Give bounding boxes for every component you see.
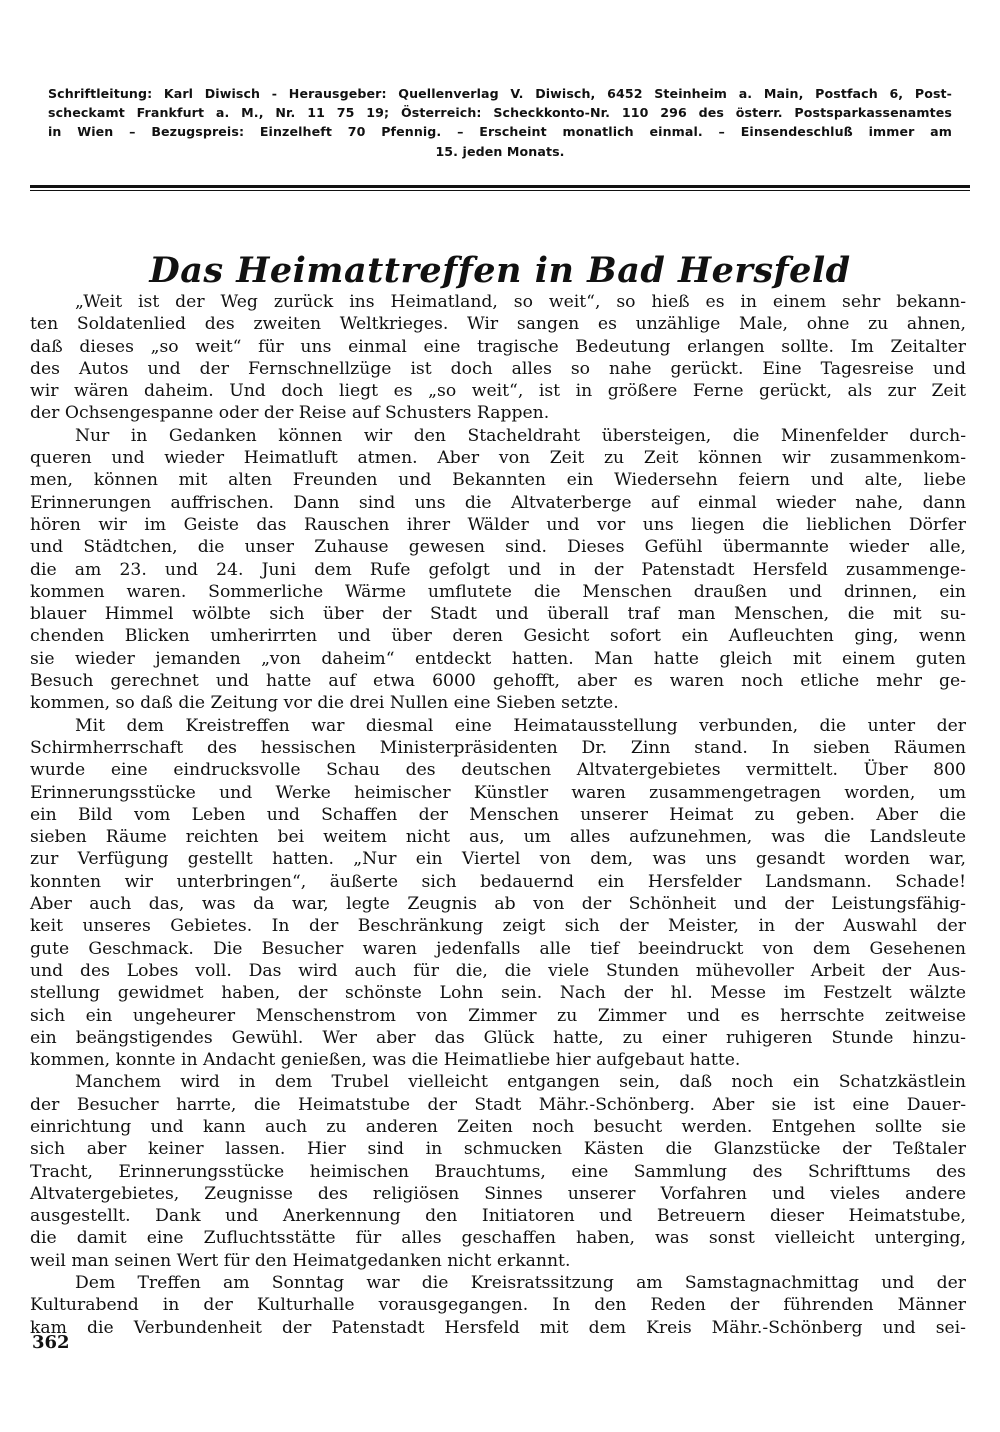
article-body: [30, 291, 966, 1339]
article-line: Aber auch das, was da war, legte Zeugnis ab von der Schönheit und der Leistungsfähig-: [30, 894, 966, 915]
article-line: Altvatergebietes, Zeugnisse des religiösen Sinnes unserer Vorfahren und vieles andere: [30, 1183, 966, 1204]
masthead-divider-thin: [30, 190, 970, 191]
article-line: Dem Treffen am Sonntag war die Kreisratssitzung am Samstagnachmittag und der: [75, 1273, 966, 1294]
article-line: queren und wieder Heimatluft atmen. Aber von Zeit zu Zeit können wir zusammenkom-: [30, 448, 966, 469]
article-line: chenden Blicken umherirrten und über deren Gesicht sofort ein Aufleuchten ging, wenn: [30, 626, 966, 647]
article-line: kommen waren. Sommerliche Wärme umflutete die Menschen draußen und drinnen, ein: [30, 581, 966, 602]
masthead-imprint: [48, 84, 952, 161]
article-line: sie wieder jemanden „von daheim“ entdeckt hatten. Man hatte gleich mit einem guten: [30, 648, 966, 669]
article-line: der Besucher harrte, die Heimatstube der Stadt Mähr.-Schönberg. Aber sie ist eine Dauer-: [30, 1094, 966, 1115]
article-line: Schirmherrschaft des hessischen Ministerpräsidenten Dr. Zinn stand. In sieben Räumen: [30, 737, 966, 758]
article-line: kam die Verbundenheit der Patenstadt Hersfeld mit dem Kreis Mähr.-Schönberg und sei-: [30, 1317, 966, 1338]
article-line: „Weit ist der Weg zurück ins Heimatland, so weit“, so hieß es in einem sehr bekann-: [75, 292, 966, 312]
article-line: blauer Himmel wölbte sich über der Stadt und überall traf man Menschen, die mit su-: [30, 604, 966, 625]
imprint-line: 15. jeden Monats.: [435, 143, 565, 159]
article-line: Tracht, Erinnerungsstücke heimischen Brauchtums, eine Sammlung des Schrifttums des: [30, 1161, 966, 1182]
article-line: und Städtchen, die unser Zuhause gewesen sind. Dieses Gefühl übermannte wieder alle,: [30, 537, 966, 558]
article-line: ten Soldatenlied des zweiten Weltkrieges. Wir sangen es unzählige Male, ohne zu ahnen,: [30, 314, 966, 335]
article-line: ein Bild vom Leben und Schaffen der Menschen unserer Heimat zu geben. Aber die: [30, 804, 966, 825]
article-line: die damit eine Zufluchtsstätte für alles geschaffen haben, was sonst vielleicht unterging,: [30, 1228, 966, 1249]
article-line: Erinnerungsstücke und Werke heimischer Künstler waren zusammengetragen worden, um: [30, 782, 966, 803]
article-line: kommen, so daß die Zeitung vor die drei Nullen eine Sieben setzte.: [30, 693, 619, 714]
article-line: ausgestellt. Dank und Anerkennung den Initiatoren und Betreuern dieser Heimatstube,: [30, 1206, 966, 1227]
article-line: sich ein ungeheurer Menschenstrom von Zimmer zu Zimmer und es herrschte zeitweise: [30, 1005, 966, 1026]
article-line: zur Verfügung gestellt hatten. „Nur ein Viertel von dem, was uns gesandt worden war,: [30, 849, 966, 870]
article-line: Mit dem Kreistreffen war diesmal eine Heimatausstellung verbunden, die unter der: [75, 715, 966, 736]
article-line: keit unseres Gebietes. In der Beschränkung zeigt sich der Meister, in der Auswahl der: [30, 916, 966, 937]
article-line: Manchem wird in dem Trubel vielleicht entgangen sein, daß noch ein Schatzkästlein: [75, 1072, 966, 1093]
article-line: einrichtung und kann auch zu anderen Zeiten noch besucht werden. Entgehen sollte sie: [30, 1116, 966, 1137]
article-line: die am 23. und 24. Juni dem Rufe gefolgt und in der Patenstadt Hersfeld zusammenge-: [30, 559, 966, 580]
article-line: wurde eine eindrucksvolle Schau des deutschen Altvatergebietes vermittelt. Über 800: [30, 760, 966, 781]
article-line: sich aber keiner lassen. Hier sind in schmucken Kästen die Glanzstücke der Teßtaler: [30, 1139, 966, 1160]
article-line: Kulturabend in der Kulturhalle vorausgegangen. In den Reden der führenden Männer: [30, 1295, 966, 1316]
article-line: stellung gewidmet haben, der schönste Lohn sein. Nach der hl. Messe im Festzelt wälzte: [30, 983, 966, 1004]
article-line: sieben Räume reichten bei weitem nicht aus, um alles aufzunehmen, was die Landsleute: [30, 827, 966, 848]
article-line: men, können mit alten Freunden und Bekannten ein Wiedersehn feiern und alte, liebe: [30, 470, 966, 491]
article-line: daß dieses „so weit“ für uns einmal eine tragische Bedeutung erlangen sollte. Im Zeitalter: [30, 336, 966, 357]
article-line: kommen, konnte in Andacht genießen, was die Heimatliebe hier aufgebaut hatte.: [30, 1050, 741, 1071]
article-line: weil man seinen Wert für den Heimatgedanken nicht erkannt.: [30, 1250, 571, 1271]
imprint-line: scheckamt Frankfurt a. M., Nr. 11 75 19; Österreich: Scheckkonto-Nr. 110 296 des österr. Postsparkassenamtes: [48, 105, 952, 121]
imprint-line: in Wien – Bezugspreis: Einzelheft 70 Pfennig. – Erscheint monatlich einmal. – Einsendeschluß immer am: [48, 124, 952, 140]
article-line: hören wir im Geiste das Rauschen ihrer Wälder und vor uns liegen die lieblichen Dörfer: [30, 514, 966, 535]
article-line: gute Geschmack. Die Besucher waren jedenfalls alle tief beeindruckt von dem Gesehenen: [30, 938, 966, 959]
page-number: 362: [32, 1332, 70, 1353]
article-line: wir wären daheim. Und doch liegt es „so weit“, ist in größere Ferne gerückt, als zur Zeit: [30, 381, 966, 402]
article-line: Erinnerungen auffrischen. Dann sind uns die Altvaterberge auf einmal wieder nahe, dann: [30, 492, 966, 513]
article-line: Besuch gerechnet und hatte auf etwa 6000 gehofft, aber es waren noch etliche mehr ge-: [30, 671, 966, 692]
article-line: und des Lobes voll. Das wird auch für die, die viele Stunden mühevoller Arbeit der Aus-: [30, 960, 966, 981]
masthead-divider-thick: [30, 185, 970, 188]
article-line: konnten wir unterbringen“, äußerte sich bedauernd ein Hersfelder Landsmann. Schade!: [30, 871, 966, 892]
article-line: ein beängstigendes Gewühl. Wer aber das Glück hatte, zu einer ruhigeren Stunde hinzu-: [30, 1027, 966, 1048]
article-line: Nur in Gedanken können wir den Stacheldraht übersteigen, die Minenfelder durch-: [75, 425, 966, 446]
article-line: des Autos und der Fernschnellzüge ist doch alles so nahe gerückt. Eine Tagesreise und: [30, 358, 966, 379]
article-line: der Ochsengespanne oder der Reise auf Schusters Rappen.: [30, 403, 550, 424]
article-headline: Das Heimattreffen in Bad Hersfeld: [149, 250, 851, 292]
imprint-line: Schriftleitung: Karl Diwisch - Herausgeber: Quellenverlag V. Diwisch, 6452 Steinheim a. Main, Postfach 6, Post-: [48, 86, 952, 101]
